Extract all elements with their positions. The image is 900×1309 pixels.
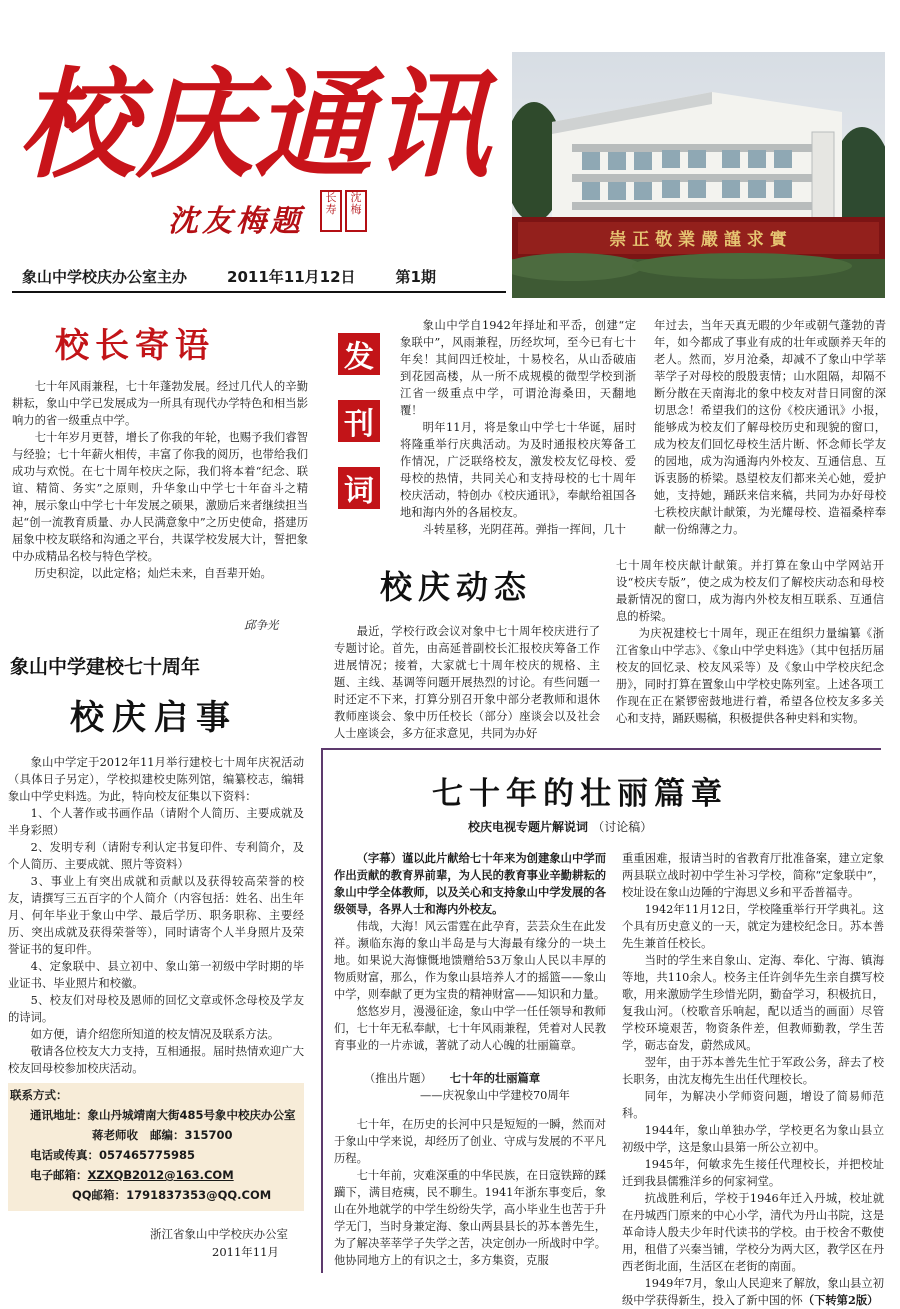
feature-subtitle xyxy=(468,818,652,835)
masthead-title-text: 校庆通讯 xyxy=(18,55,491,188)
masthead-rule xyxy=(12,291,506,293)
feature-paragraph: 悠悠岁月，漫漫征途，象山中学一任任领导和教师们，七十年无私奉献，七十年风雨兼程，凭着对人民教育事业的一片赤诚，著就了动人心魄的壮丽篇章。 xyxy=(334,1005,606,1052)
email-value: XZXQB2012@163.COM xyxy=(87,1168,234,1182)
principal-paragraph: 历史积淀，以此定格；灿烂未来，自吾辈开始。 xyxy=(34,567,272,580)
seal-stamp-right: 沈梅 xyxy=(345,190,367,232)
notice-paragraph: 1、个人著作或书画作品（请附个人简历、主要成就及半身彩照） xyxy=(8,807,304,837)
contact-phone-row xyxy=(30,1145,195,1165)
issue-number: 第1期 xyxy=(395,268,436,286)
notice-paragraph: 敬请各位校友大力支持，互相通报。届时热情欢迎广大校友回母校参加校庆活动。 xyxy=(8,1045,304,1075)
notice-paragraph: 象山中学定于2012年11月举行建校七十周年庆祝活动（具体日子另定），学校拟建校史陈列馆，编纂校志，编辑象山中学史料选。为此，特向校友征集以下资料： xyxy=(8,756,304,803)
contact-date: 2011年11月 xyxy=(212,1245,279,1259)
feature-subtitle-main: 校庆电视专题片解说词 xyxy=(468,820,589,834)
notice-subtitle: 象山中学建校七十周年 xyxy=(10,656,201,678)
chapter-subtitle: ——庆祝象山中学建校70周年 xyxy=(420,1089,570,1102)
feature-paragraph: 翌年，由于苏本善先生忙于军政公务，辞去了校长职务，由沈友梅先生出任代理校长。 xyxy=(622,1056,884,1086)
principal-message xyxy=(12,378,308,582)
notice-paragraph: 2、发明专利（请附专利认定书复印件、专利简介，及个人简历、主要成就、照片等资料） xyxy=(8,841,304,871)
feature-paragraph: 1944年，象山单独办学，学校更名为象山县立初级中学，这是象山县第一所公立初中。 xyxy=(622,1124,884,1154)
school-building-photo xyxy=(512,52,885,298)
notice-paragraph: 如方便，请介绍您所知道的校友情况及联系方法。 xyxy=(30,1028,280,1041)
feature-paragraph: 同年，为解决小学师资问题，增设了简易师范科。 xyxy=(622,1090,884,1120)
foreword-paragraph: 象山中学自1942年择址和平岙，创建“定象联中”，风雨兼程，历经坎坷，至今已有七十年矣！其间四迁校址，十易校名，从山岙破庙到花园高楼，从一所不成规模的微型学校到浙江省一级重点中学，可谓沧海桑田，天翻地覆！ xyxy=(400,319,636,417)
news-heading: 校庆动态 xyxy=(380,568,533,606)
foreword-column-2 xyxy=(654,317,886,538)
continued-note: （下转第2版） xyxy=(802,1293,879,1307)
host-org: 象山中学校庆办公室主办 xyxy=(22,268,188,286)
contact-person: 蒋老师收 xyxy=(92,1128,138,1142)
feature-paragraph: 七十年，在历史的长河中只是短短的一瞬，然而对于象山中学来说，却经历了创业、守成与发展的不平凡历程。 xyxy=(334,1118,606,1165)
notice-body xyxy=(8,754,304,1077)
foreword-label-char: 词 xyxy=(338,467,380,509)
chapter-label: （推出片题） xyxy=(364,1072,432,1085)
qq-value: 1791837353@QQ.COM xyxy=(126,1188,272,1202)
phone-value: 057465775985 xyxy=(99,1148,196,1162)
principal-paragraph: 七十年岁月更替，增长了你我的年轮，也赐予我们睿智与经验；七十年薪火相传，丰富了你我的阅历，也带给我们成功与欢悦。在七十周年校庆之际，我们将本着“纪念、联谊、精简、务实”之原则，升华象山中学七十年奋斗之精神，展示象山中学七十年发展之硕果，激励后来者继续担当起“创一流教育质量、办人民满意象中”之历史使命，搭建历届象中校友联络和沟通之平台，共谋学校发展大计，誓把象中办成精品名校与特色学校。 xyxy=(12,431,308,563)
notice-paragraph: 5、校友们对母校及恩师的回忆文章或怀念母校及学友的诗词。 xyxy=(8,994,304,1024)
address-label: 通讯地址： xyxy=(30,1108,88,1122)
news-paragraph: 为庆祝建校七十周年，现正在组织力量编纂《浙江省象山中学志》、《象山中学史料选》（其中包括历届校友的回忆录、校友风采等）及《象山中学校庆纪念册》，同时打算在置象山中学校史陈列室。上述各项工作现在正在紧锣密鼓地进行着，希望各位校友多多关心和支持，踊跃赐稿，积极提供各种史料和实物。 xyxy=(616,627,884,725)
principal-heading: 校长寄语 xyxy=(55,326,215,366)
news-column-1 xyxy=(334,623,600,742)
contact-address-row xyxy=(30,1105,304,1125)
feature-paragraph: 七十年前，灾难深重的中华民族，在日寇铁蹄的蹂躏下，满目疮痍，民不聊生。1941年浙东事变后，象山在外地就学的中学生纷纷失学，高小毕业生也苦于升学无门，当时身兼定海、象山两县县长的苏本善先生，为了解决莘莘学子失学之苦，决定创办一所战时中学。他协同地方上的有识之士，多方集资，克服 xyxy=(334,1169,606,1267)
school-motto-banner: 崇 正 敬 業 嚴 謹 求 實 xyxy=(609,230,787,250)
feature-paragraph: 当时的学生来自象山、定海、奉化、宁海、镇海等地，共110余人。校务主任许剑华先生亲自撰写校歌，用来激励学生珍惜光阴，勤奋学习，积极抗日，复我山河。（校歌音乐响起，配以适当的画面）尽管学校环境艰苦，物资条件差，但教师勤教，学生苦学，砺志奋发，蔚然成风。 xyxy=(622,954,884,1052)
postcode-label: 邮编： xyxy=(150,1128,185,1142)
feature-column-1 xyxy=(334,850,606,1269)
school-building-illustration xyxy=(512,52,885,298)
principal-signature: 邱争光 xyxy=(244,618,279,632)
contact-qq-row xyxy=(72,1185,271,1205)
contact-org: 浙江省象山中学校庆办公室 xyxy=(150,1227,288,1241)
phone-label: 电话或传真： xyxy=(30,1148,99,1162)
qq-label: QQ邮箱： xyxy=(72,1188,127,1202)
feature-paragraph: 伟哉，大海！风云雷霆在此孕育，芸芸众生在此发祥。濒临东海的象山半岛是与大海最有缘分的一块土地。如果说大海慷慨地馈赠给53万象山人民以丰厚的物质财富，那么，作为象山县培养人才的摇篮——象山中学，则奉献了更为宝贵的精神财富——知识和力量。 xyxy=(334,920,606,1001)
chapter-title: 七十年的壮丽篇章 xyxy=(449,1071,541,1085)
contact-heading: 联系方式： xyxy=(10,1088,68,1102)
feature-heading: 七十年的壮丽篇章 xyxy=(432,776,728,812)
feature-last-text: 1949年7月，象山人民迎来了解放，象山县立初级中学获得新生，投入了新中国的怀 xyxy=(622,1277,884,1307)
notice-paragraph: 4、定象联中、县立初中、象山第一初级中学时期的毕业证书、毕业照片和校徽。 xyxy=(8,960,304,990)
feature-paragraph xyxy=(622,1275,884,1309)
masthead-info-line xyxy=(22,266,502,287)
foreword-label-char: 发 xyxy=(338,333,380,375)
address-value: 象山丹城靖南大街485号象中校庆办公室 xyxy=(87,1108,296,1122)
seal-stamp-left: 长寿 xyxy=(320,190,342,232)
news-paragraph: 七十周年校庆献计献策。并打算在象山中学网站开设“校庆专版”，使之成为校友们了解校庆动态和母校最新情况的窗口，成为海内外校友相互联系、互通信息的桥梁。 xyxy=(616,559,884,623)
feature-intro: （字幕）谨以此片献给七十年来为创建象山中学而作出贡献的教育界前辈，为人民的教育事业辛勤耕耘的象山中学全体教师，以及关心和支持象山中学发展的各级领导，各界人士和海内外校友。 xyxy=(334,851,606,916)
news-column-2 xyxy=(616,557,884,727)
chapter-title-row xyxy=(334,1070,606,1087)
masthead-calligraphy xyxy=(18,48,498,188)
feature-paragraph: 1945年，何敏求先生接任代理校长，并把校址迁到我县儒雅洋乡的何家祠堂。 xyxy=(622,1158,884,1188)
feature-border-top xyxy=(321,748,881,750)
feature-paragraph: 1942年11月12日，学校隆重举行开学典礼。这个具有历史意义的一天，就定为建校纪念日。苏本善先生兼首任校长。 xyxy=(622,903,884,950)
news-paragraph: 最近，学校行政会议对象中七十周年校庆进行了专题讨论。首先，由高延普副校长汇报校庆筹备工作进展情况；接着，大家就七十周年校庆的规格、主题、主线、基调等问题开展热烈的讨论。有些问题一时还定不下来，打算分别召开象中部分老教师和退休教师座谈会、象中历任校长（部分）座谈会以及社会人士座谈会，多方征求意见，共同为办好 xyxy=(334,625,600,740)
email-label: 电子邮箱： xyxy=(30,1168,88,1182)
contact-email-row xyxy=(30,1165,234,1185)
calligrapher-signature: 沈友梅题 xyxy=(168,204,304,239)
principal-paragraph: 七十年风雨兼程，七十年蓬勃发展。经过几代人的辛勤耕耘，象山中学已发展成为一所具有现代办学特色和相当影响力的省一级重点中学。 xyxy=(12,380,308,427)
feature-border-left xyxy=(321,748,323,1273)
foreword-column-1 xyxy=(400,317,636,538)
feature-paragraph: 抗战胜利后，学校于1946年迁入丹城，校址就在丹城西门原来的中心小学，清代为丹山书院，这是革命诗人殷夫少年时代读书的学校。由于校舍不敷使用，租借了兴秦当铺，学校分为两大区，教学区在丹西老街北面，生活区在老街的南面。 xyxy=(622,1192,884,1273)
contact-box xyxy=(8,1083,304,1211)
foreword-paragraph: 年过去，当年天真无暇的少年或朝气蓬勃的青年，如今都成了事业有成的壮年或颐养天年的老人。然而，岁月沧桑，却减不了象山中学莘莘学子对母校的殷殷衷情；山水阻隔，却隔不断分散在天南海北的象中校友对昔日同窗的深切思念！希望我们的这份《校庆通讯》小报，能够成为校友们了解母校历史和现貌的窗口，成为校友们回忆母校生活片断、怀念师长学友的园地，成为沟通海内外校友、互通信息、互诉衷肠的桥梁。恳望校友们都来关心她，爱护她，支持她，踊跃来信来稿，共同为办好母校七秩校庆献计献策，为光耀母校、造福桑梓奉献一份绵薄之力。 xyxy=(654,319,886,536)
foreword-paragraph: 明年11月，将是象山中学七十华诞，届时将隆重举行庆典活动。为及时通报校庆筹备工作情况，广泛联络校友，激发校友忆母校、爱母校的热情，共同关心和支持母校的七十周年校庆活动，特创办《校庆通讯》，奉献给祖国各地和海内外的各届校友。 xyxy=(400,421,636,519)
feature-paragraph: 重重困难，报请当时的省教育厅批准备案，建立定象两县联立战时初中学生补习学校，简称“定象联中”，校址设在象山边陲的宁海思义乡和平岙普福寺。 xyxy=(622,852,884,899)
notice-paragraph: 3、事业上有突出成就和贡献以及获得较高荣誉的校友，请撰写三五百字的个人简介（内容包括：姓名、出生年月、何年毕业于象山中学、最后学历、职务职称、主要经历、突出成就及获得荣誉等），同时请寄个人半身照片及荣誉证书的复印件。 xyxy=(8,875,304,956)
masthead-title xyxy=(18,48,498,188)
foreword-paragraph: 斗转星移，光阴荏苒。弹指一挥间，几十 xyxy=(422,523,626,536)
feature-subtitle-note: （讨论稿） xyxy=(592,820,653,834)
contact-person-row xyxy=(92,1125,233,1145)
foreword-label-char: 刊 xyxy=(338,400,380,442)
feature-column-2 xyxy=(622,850,884,1309)
postcode-value: 315700 xyxy=(184,1128,233,1142)
issue-date: 2011年11月12日 xyxy=(227,268,356,286)
notice-heading: 校庆启事 xyxy=(70,698,238,738)
